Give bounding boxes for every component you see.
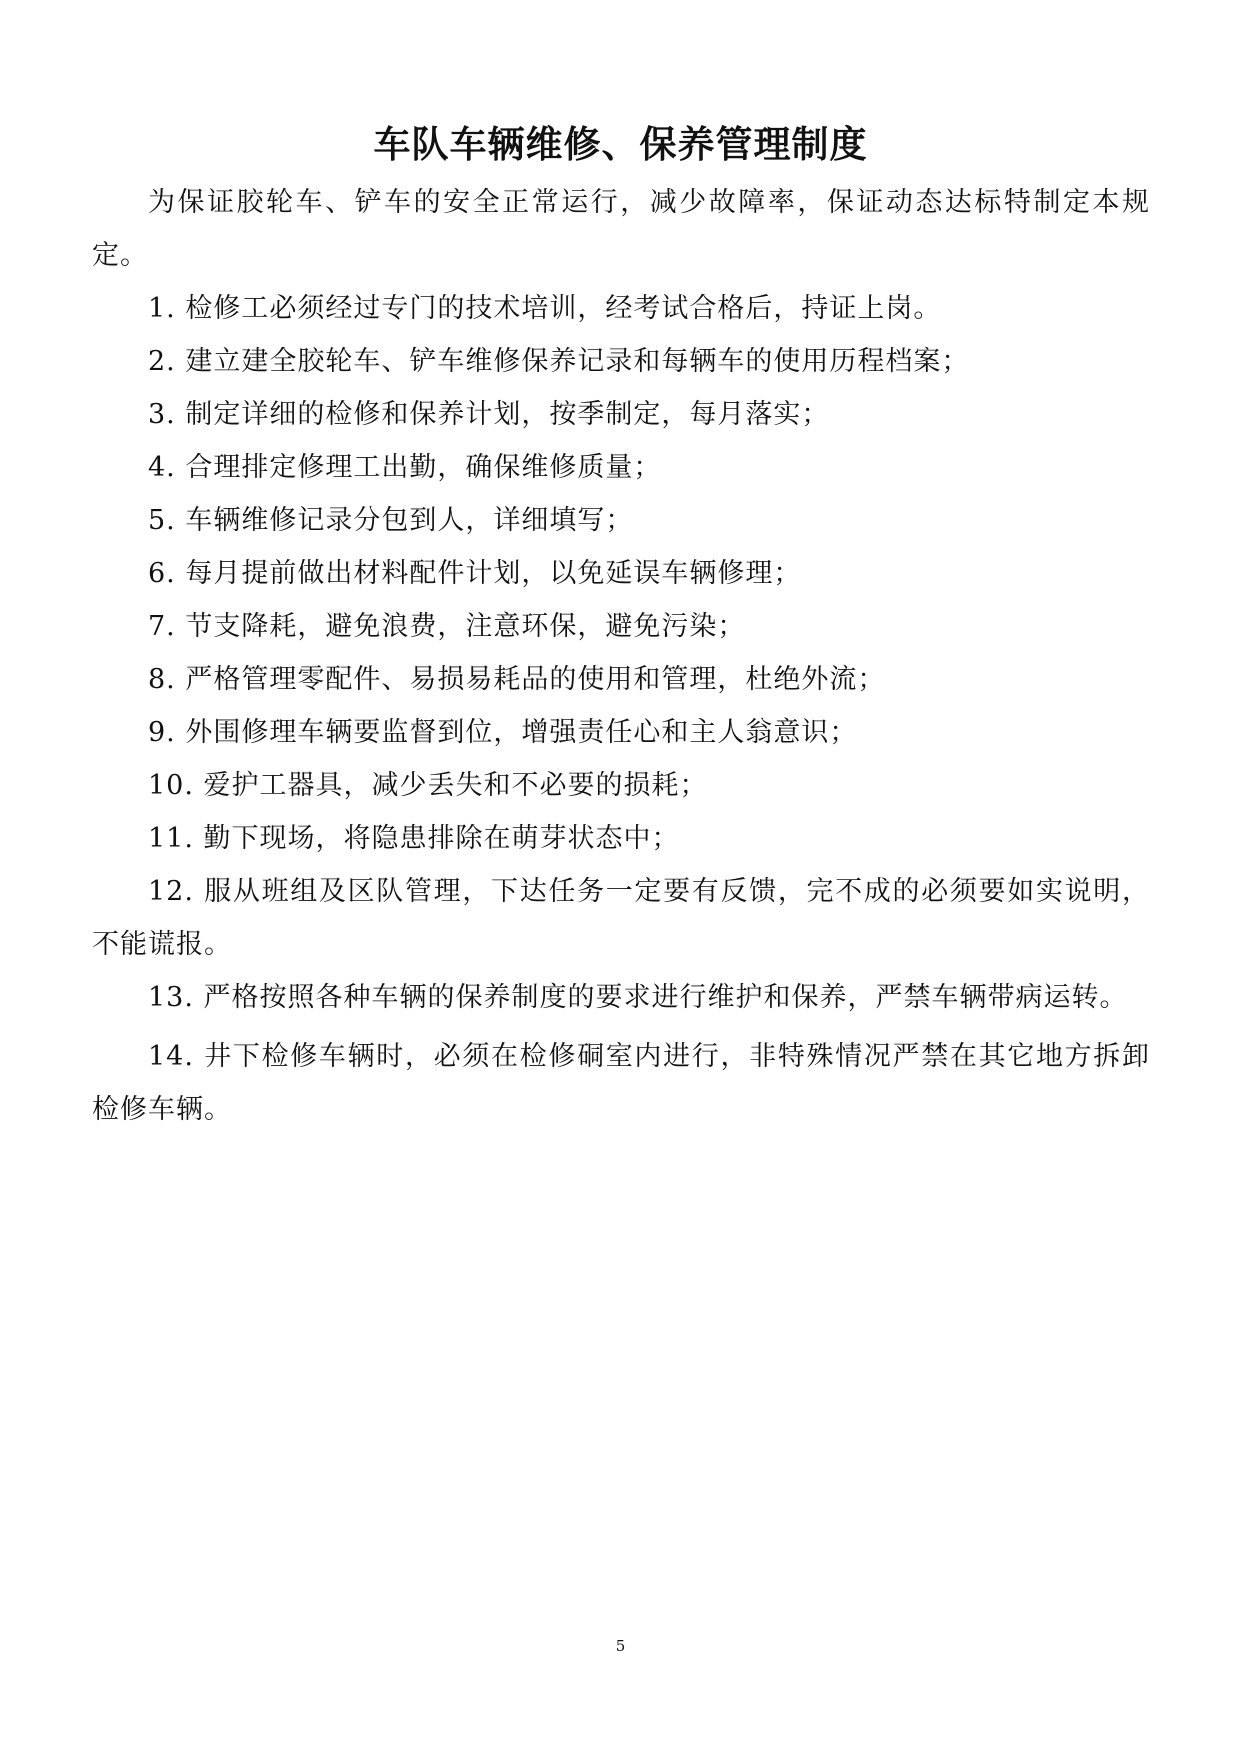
rule-item-6: 6. 每月提前做出材料配件计划，以免延误车辆修理； (148, 558, 802, 589)
document-title: 车队车辆维修、保养管理制度 (373, 123, 868, 166)
rule-item-11: 11. 勤下现场，将隐患排除在萌芽状态中； (148, 823, 680, 854)
document-body (92, 176, 1150, 1136)
rule-item-10: 10. 爱护工器具，减少丢失和不必要的损耗； (148, 770, 708, 801)
rule-item-2: 2. 建立建全胶轮车、铲车维修保养记录和每辆车的使用历程档案； (148, 346, 970, 377)
rule-item-4: 4. 合理排定修理工出勤，确保维修质量； (148, 452, 662, 483)
rule-item-1: 1. 检修工必须经过专门的技术培训，经考试合格后，持证上岗。 (148, 293, 942, 324)
rule-item-5: 5. 车辆维修记录分包到人，详细填写； (148, 505, 634, 536)
rule-item-13: 13. 严格按照各种车辆的保养制度的要求进行维护和保养，严禁车辆带病运转。 (148, 982, 1128, 1013)
page-number: 5 (615, 1637, 626, 1655)
intro-paragraph: 为保证胶轮车、铲车的安全正常运行，减少故障率，保证动态达标特制定本规定。 (92, 187, 1150, 271)
rule-item-14: 14. 井下检修车辆时，必须在检修硐室内进行，非特殊情况严禁在其它地方拆卸检修车辆。 (92, 1041, 1150, 1125)
rule-item-7: 7. 节支降耗，避免浪费，注意环保，避免污染； (148, 611, 746, 642)
rule-item-12: 12. 服从班组及区队管理，下达任务一定要有反馈，完不成的必须要如实说明，不能谎报。 (92, 876, 1150, 960)
rule-item-9: 9. 外围修理车辆要监督到位，增强责任心和主人翁意识； (148, 717, 858, 748)
rule-item-8: 8. 严格管理零配件、易损易耗品的使用和管理，杜绝外流； (148, 664, 886, 695)
rule-item-3: 3. 制定详细的检修和保养计划，按季制定，每月落实； (148, 399, 830, 430)
